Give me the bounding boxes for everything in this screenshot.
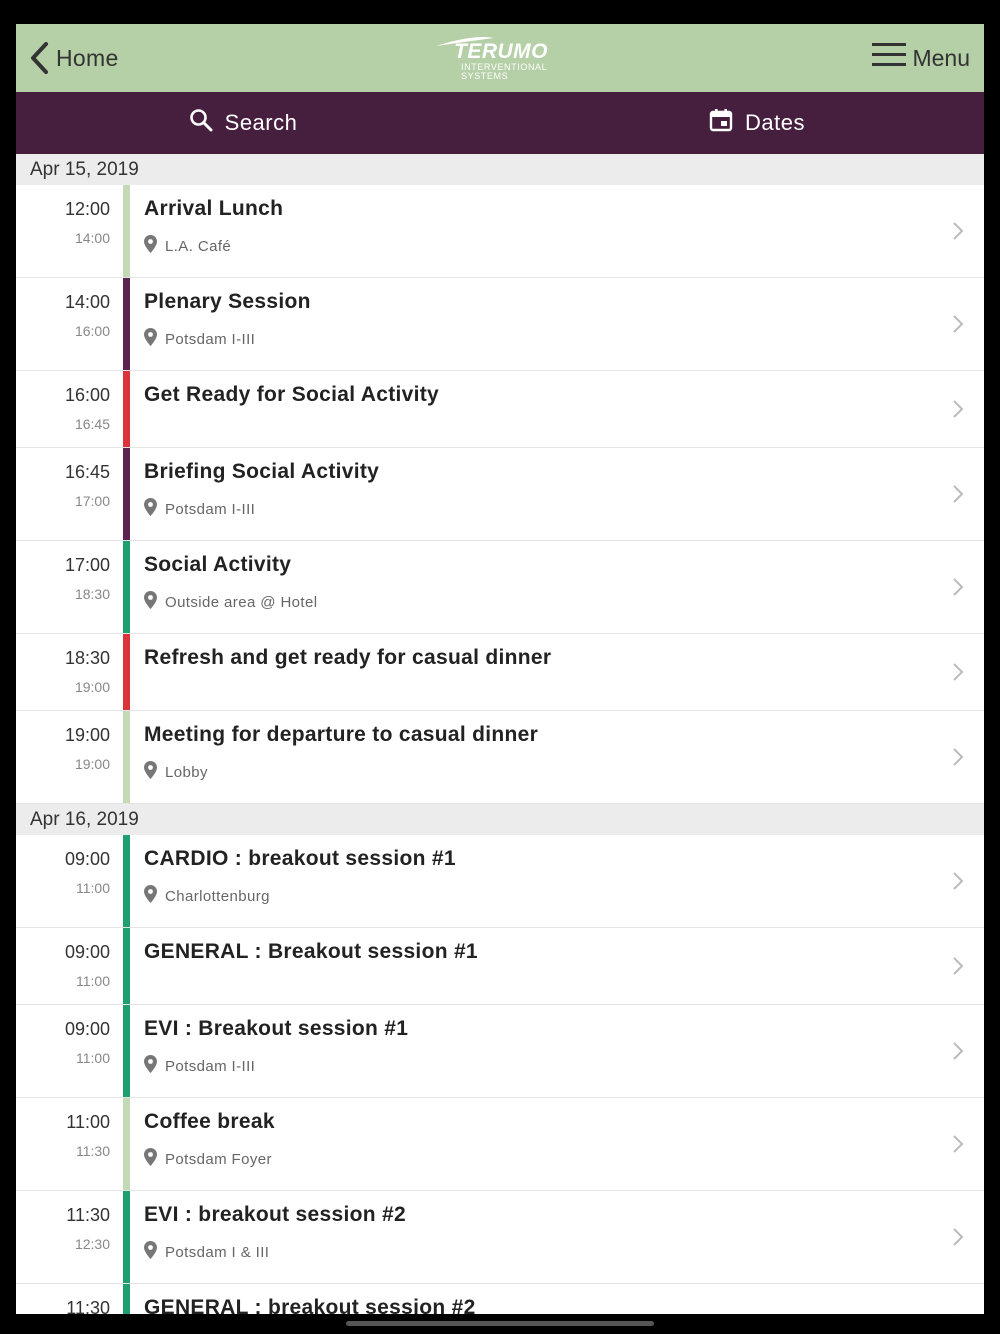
event-row[interactable] (16, 448, 984, 541)
event-location-label: Potsdam I-III (165, 330, 256, 348)
event-content (130, 1284, 984, 1314)
event-location-label: Lobby (165, 763, 208, 781)
event-category-bar (123, 278, 130, 370)
event-category-bar (123, 1191, 130, 1283)
chevron-right-icon (952, 1134, 964, 1154)
event-row[interactable] (16, 278, 984, 371)
event-title: GENERAL : Breakout session #1 (144, 940, 478, 963)
event-end-time: 11:00 (76, 880, 110, 896)
chevron-right-icon (952, 399, 964, 419)
event-location-label: Outside area @ Hotel (165, 593, 318, 611)
event-row[interactable] (16, 1098, 984, 1191)
event-location-label: L.A. Café (165, 237, 232, 255)
search-button[interactable] (16, 92, 530, 154)
event-content (130, 448, 984, 540)
search-icon (189, 108, 213, 138)
event-location-label: Potsdam Foyer (165, 1150, 272, 1168)
event-start-time: 11:30 (66, 1298, 110, 1314)
event-row[interactable] (16, 928, 984, 1005)
date-section-header: Apr 16, 2019 (16, 804, 984, 835)
event-row[interactable] (16, 1284, 984, 1314)
event-category-bar (123, 1005, 130, 1097)
event-row[interactable] (16, 634, 984, 711)
event-row[interactable] (16, 185, 984, 278)
event-start-time: 11:00 (66, 1112, 110, 1132)
event-row[interactable] (16, 371, 984, 448)
chevron-right-icon (952, 871, 964, 891)
event-category-bar (123, 185, 130, 277)
event-title: Arrival Lunch (144, 197, 284, 220)
event-content (130, 278, 984, 370)
event-content (130, 1005, 984, 1097)
event-title: GENERAL : breakout session #2 (144, 1296, 476, 1314)
logo-subtitle-line1: INTERVENTIONAL (461, 62, 548, 72)
chevron-left-icon (28, 40, 50, 76)
event-location (144, 1055, 984, 1077)
event-title: Plenary Session (144, 290, 311, 313)
chevron-right-icon (952, 1312, 964, 1314)
event-end-time: 17:00 (74, 493, 110, 509)
chevron-right-icon (952, 221, 964, 241)
event-title: Briefing Social Activity (144, 460, 380, 483)
event-row[interactable] (16, 835, 984, 928)
event-content (130, 185, 984, 277)
event-start-time: 17:00 (64, 555, 110, 575)
app-screen (16, 24, 984, 1314)
chevron-right-icon (952, 484, 964, 504)
map-pin-icon (144, 885, 157, 907)
event-category-bar (123, 371, 130, 447)
top-navigation-bar (16, 24, 984, 92)
event-times (16, 711, 123, 803)
dates-label: Dates (745, 110, 805, 135)
event-title: EVI : Breakout session #1 (144, 1017, 409, 1040)
event-start-time: 12:00 (64, 199, 110, 219)
event-category-bar (123, 711, 130, 803)
dates-button[interactable] (530, 92, 984, 154)
event-location (144, 885, 984, 907)
filter-bar (16, 92, 984, 154)
event-end-time: 16:45 (74, 416, 110, 432)
event-row[interactable] (16, 711, 984, 804)
calendar-icon (709, 108, 733, 138)
map-pin-icon (144, 1241, 157, 1263)
menu-label: Menu (912, 44, 970, 71)
event-content (130, 835, 984, 927)
event-times (16, 541, 123, 633)
event-end-time: 18:30 (74, 586, 110, 602)
event-start-time: 16:00 (64, 385, 110, 405)
event-end-time: 11:00 (76, 973, 110, 989)
back-home-button[interactable] (28, 38, 119, 78)
event-category-bar (123, 928, 130, 1004)
event-content (130, 711, 984, 803)
event-end-time: 19:00 (74, 756, 110, 772)
event-title: Get Ready for Social Activity (144, 383, 440, 406)
date-section-header: Apr 15, 2019 (16, 154, 984, 185)
event-title: Refresh and get ready for casual dinner (144, 646, 552, 669)
event-start-time: 14:00 (64, 292, 110, 312)
event-category-bar (123, 541, 130, 633)
map-pin-icon (144, 1055, 157, 1077)
event-content (130, 1098, 984, 1190)
event-category-bar (123, 1098, 130, 1190)
event-location-label: Potsdam I & III (165, 1243, 270, 1261)
event-title: Social Activity (144, 553, 292, 576)
event-end-time: 11:00 (76, 1050, 110, 1066)
event-row[interactable] (16, 1191, 984, 1284)
event-end-time: 11:30 (76, 1143, 110, 1159)
event-content (130, 928, 984, 1004)
event-times (16, 1191, 123, 1283)
event-start-time: 09:00 (64, 942, 110, 962)
event-times (16, 1005, 123, 1097)
event-title: Meeting for departure to casual dinner (144, 723, 539, 746)
event-content (130, 1191, 984, 1283)
back-label: Home (56, 44, 119, 71)
event-location-label: Charlottenburg (165, 887, 270, 905)
home-indicator[interactable] (346, 1321, 654, 1326)
chevron-right-icon (952, 747, 964, 767)
terumo-logo (434, 34, 569, 84)
event-location-label: Potsdam I-III (165, 1057, 256, 1075)
chevron-right-icon (952, 956, 964, 976)
event-start-time: 19:00 (64, 725, 110, 745)
event-times (16, 634, 123, 710)
map-pin-icon (144, 1148, 157, 1170)
event-title: CARDIO : breakout session #1 (144, 847, 456, 870)
event-location-label: Potsdam I-III (165, 500, 256, 518)
event-times (16, 448, 123, 540)
event-times (16, 928, 123, 1004)
event-end-time: 19:00 (74, 679, 110, 695)
event-row[interactable] (16, 541, 984, 634)
map-pin-icon (144, 761, 157, 783)
event-location (144, 591, 984, 613)
event-location (144, 328, 984, 350)
event-content (130, 634, 984, 710)
event-times (16, 371, 123, 447)
event-location (144, 1148, 984, 1170)
event-content (130, 541, 984, 633)
event-row[interactable] (16, 1005, 984, 1098)
search-label: Search (224, 110, 298, 135)
event-times (16, 278, 123, 370)
logo-brand: TERUMO (454, 40, 548, 63)
event-category-bar (123, 448, 130, 540)
event-times (16, 185, 123, 277)
event-location (144, 235, 984, 257)
event-title: EVI : breakout session #2 (144, 1203, 406, 1226)
chevron-right-icon (952, 577, 964, 597)
chevron-right-icon (952, 662, 964, 682)
chevron-right-icon (952, 1227, 964, 1247)
event-category-bar (123, 835, 130, 927)
event-title: Coffee break (144, 1110, 275, 1133)
event-location (144, 1241, 984, 1263)
map-pin-icon (144, 591, 157, 613)
hamburger-icon (872, 42, 906, 74)
schedule-list (16, 154, 984, 1314)
map-pin-icon (144, 498, 157, 520)
menu-button[interactable] (872, 38, 970, 78)
logo-subtitle-line2: SYSTEMS (461, 71, 509, 81)
chevron-right-icon (952, 314, 964, 334)
event-end-time: 12:30 (74, 1236, 110, 1252)
event-content (130, 371, 984, 447)
event-category-bar (123, 634, 130, 710)
event-end-time: 14:00 (74, 230, 110, 246)
event-location (144, 498, 984, 520)
map-pin-icon (144, 328, 157, 350)
event-category-bar (123, 1284, 130, 1314)
event-start-time: 11:30 (66, 1205, 110, 1225)
chevron-right-icon (952, 1041, 964, 1061)
event-times (16, 1098, 123, 1190)
event-start-time: 16:45 (64, 462, 110, 482)
event-start-time: 09:00 (64, 849, 110, 869)
event-location (144, 761, 984, 783)
event-start-time: 09:00 (64, 1019, 110, 1039)
event-times (16, 1284, 123, 1314)
map-pin-icon (144, 235, 157, 257)
event-start-time: 18:30 (64, 648, 110, 668)
event-end-time: 16:00 (74, 323, 110, 339)
event-times (16, 835, 123, 927)
